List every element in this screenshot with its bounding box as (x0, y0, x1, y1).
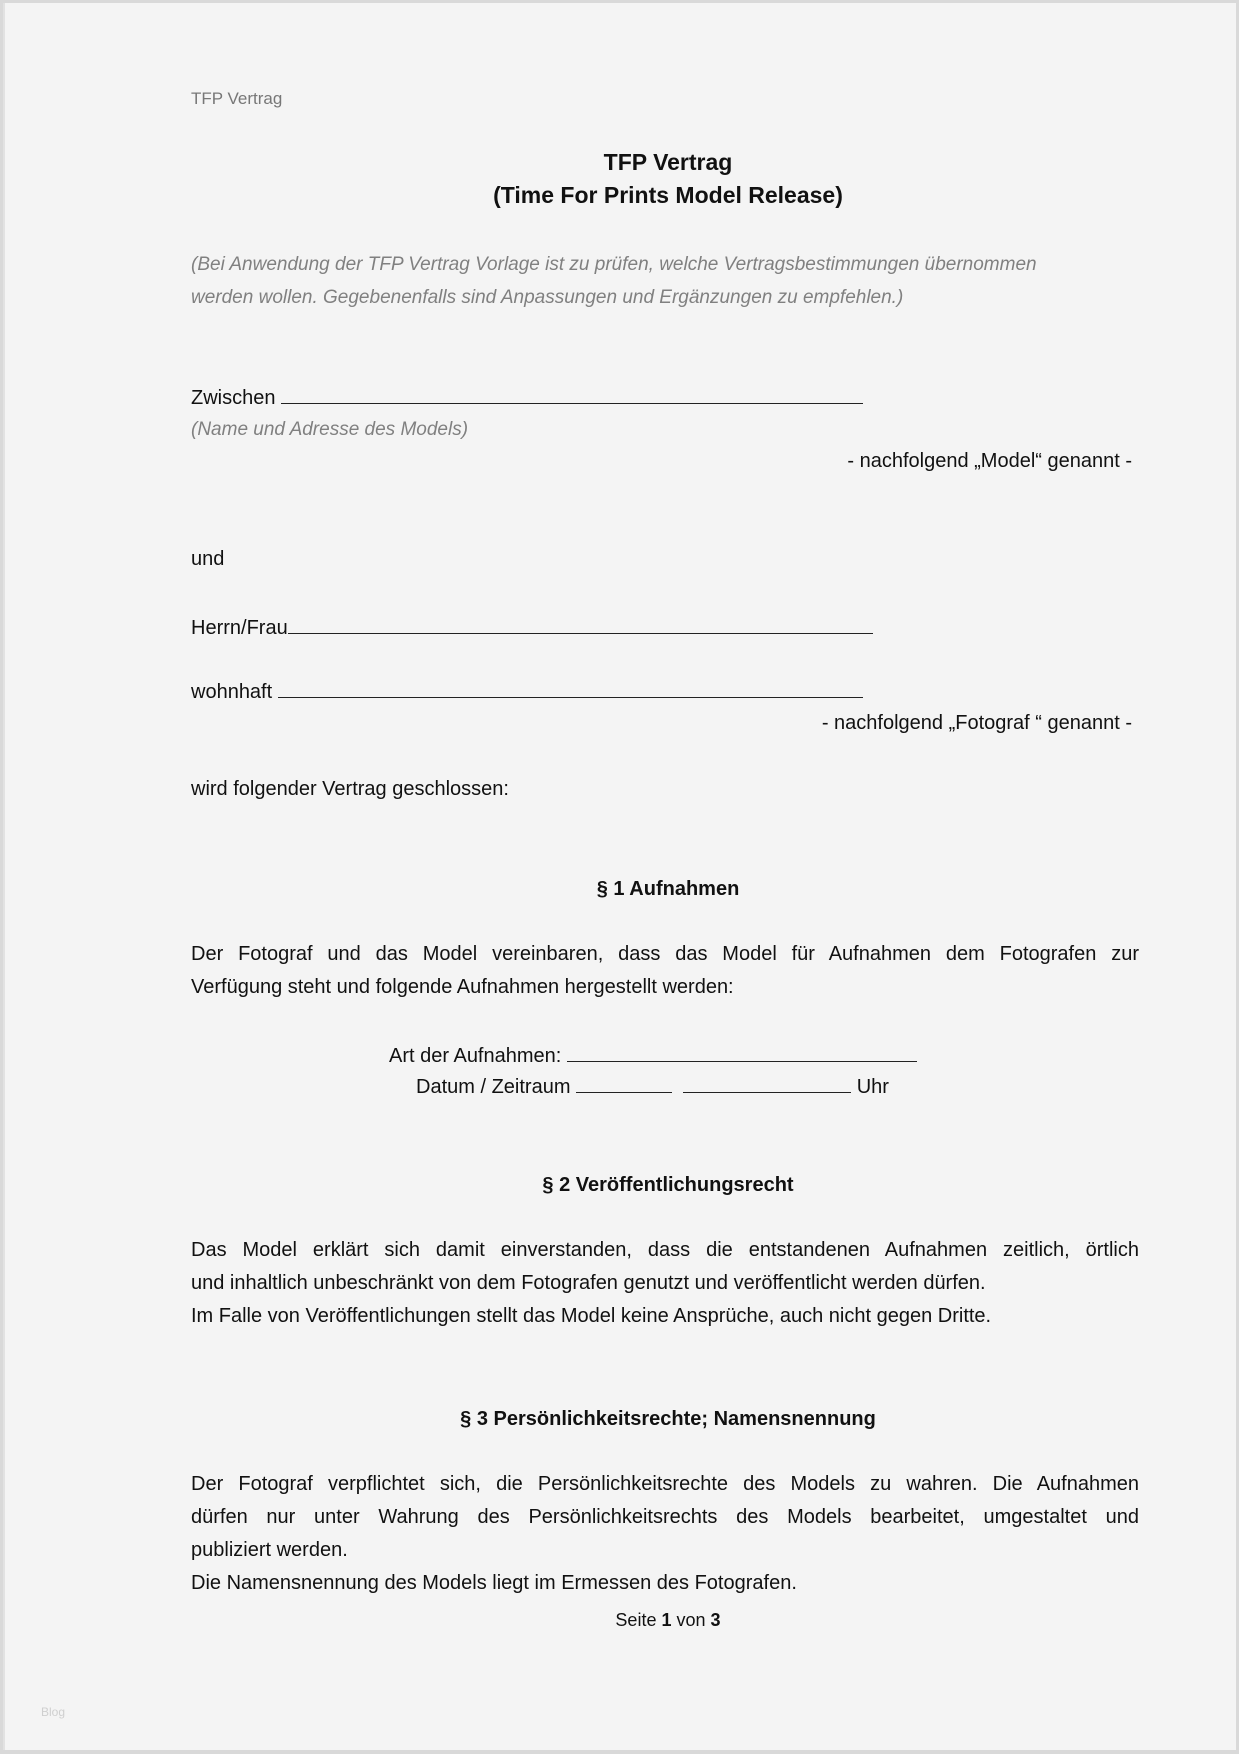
section-1-paragraph-line: Der Fotograf und das Model vereinbaren, dass das Model für Aufnahmen dem Fotografen zur (191, 943, 1139, 965)
herr-frau-row (191, 615, 873, 640)
watermark: Blog (41, 1705, 66, 1719)
section-2-heading: § 2 Veröffentlichungsrecht (542, 1174, 794, 1196)
section-2-paragraph-line: und inhaltlich unbeschränkt von dem Fotografen genutzt und veröffentlicht werden dürfen. (191, 1272, 986, 1294)
art-label: Art der Aufnahmen: (389, 1045, 562, 1067)
datum-row (416, 1074, 889, 1099)
herr-frau-label: Herrn/Frau (191, 617, 288, 639)
wohnhaft-row (191, 679, 863, 704)
time-field[interactable] (683, 1074, 851, 1093)
art-field[interactable] (567, 1043, 917, 1062)
page-footer (5, 1610, 1239, 1631)
total-pages: 3 (710, 1610, 721, 1630)
usage-note-line-2: werden wollen. Gegebenenfalls sind Anpassungen und Ergänzungen zu empfehlen.) (191, 287, 904, 308)
section-1-paragraph-line: Verfügung steht und folgende Aufnahmen hergestellt werden: (191, 976, 734, 998)
model-designation: - nachfolgend „Model“ genannt - (847, 450, 1132, 472)
document-title: TFP Vertrag (603, 149, 733, 175)
art-row (389, 1043, 917, 1068)
section-2-paragraph-line: Im Falle von Veröffentlichungen stellt das Model keine Ansprüche, auch nicht gegen Dritte. (191, 1305, 992, 1327)
datum-label: Datum / Zeitraum (416, 1076, 571, 1098)
photographer-name-field[interactable] (288, 615, 873, 634)
photographer-designation: - nachfolgend „Fotograf “ genannt - (821, 712, 1132, 734)
section-3-paragraph-line: dürfen nur unter Wahrung des Persönlichkeitsrechts des Models bearbeitet, umgestaltet und (191, 1506, 1139, 1528)
page-prefix: Seite (615, 1610, 657, 1630)
wohnhaft-label: wohnhaft (191, 681, 273, 703)
contract-intro: wird folgender Vertrag geschlossen: (191, 778, 509, 800)
uhr-label: Uhr (856, 1076, 889, 1098)
page-of: von (676, 1610, 706, 1630)
running-header: TFP Vertrag (191, 89, 283, 108)
model-hint: (Name und Adresse des Models) (191, 419, 469, 440)
document-page (3, 3, 1236, 1750)
current-page: 1 (661, 1610, 672, 1630)
section-2-body (191, 1234, 1139, 1333)
document-subtitle: (Time For Prints Model Release) (493, 182, 843, 208)
section-1-heading: § 1 Aufnahmen (596, 878, 740, 900)
between-label: Zwischen (191, 387, 276, 409)
section-3-heading: § 3 Persönlichkeitsrechte; Namensnennung (460, 1408, 876, 1430)
section-3-paragraph-line: publiziert werden. (191, 1539, 348, 1561)
photographer-address-field[interactable] (278, 679, 863, 698)
and-label: und (191, 548, 225, 570)
between-row (191, 385, 863, 410)
section-3-body (191, 1468, 1139, 1600)
section-3-paragraph-line: Die Namensnennung des Models liegt im Ermessen des Fotografen. (191, 1572, 797, 1594)
section-2-paragraph-line: Das Model erklärt sich damit einverstanden, dass die entstandenen Aufnahmen zeitlich, örtlich (191, 1239, 1139, 1261)
section-3-paragraph-line: Der Fotograf verpflichtet sich, die Persönlichkeitsrechte des Models zu wahren. Die Aufnahmen (191, 1473, 1139, 1495)
section-1-body (191, 938, 1139, 1004)
datum-field[interactable] (576, 1074, 672, 1093)
model-name-field[interactable] (281, 385, 863, 404)
usage-note-line-1: (Bei Anwendung der TFP Vertrag Vorlage ist zu prüfen, welche Vertragsbestimmungen übernommen (191, 254, 1037, 275)
